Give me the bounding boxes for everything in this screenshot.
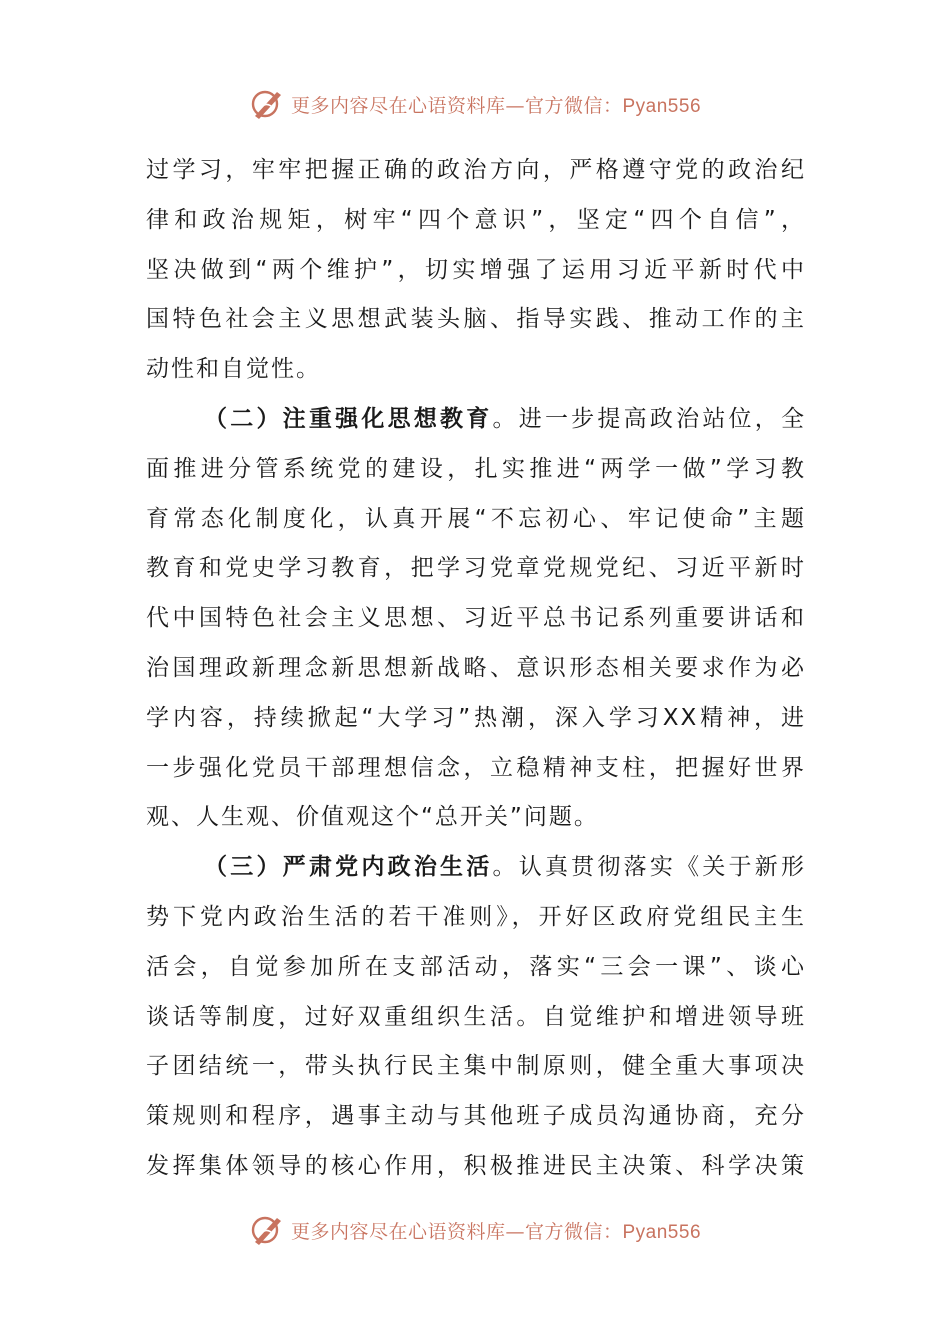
section-2-line: 治国理政新理念新思想新战略、意识形态相关要求作为必 (146, 654, 806, 681)
section-2-first-line-text: 。进一步提高政治站位，全 (492, 405, 807, 432)
footer-banner-label: 更多内容尽在心语资料库—官方微信： (290, 1220, 623, 1243)
footer-banner-text (291, 1217, 701, 1244)
section-2-line: 一步强化党员干部理想信念，立稳精神支柱，把握好世界 (146, 754, 806, 781)
section-3-first-line (146, 843, 806, 893)
body-line: 律和政治规矩，树牢“四个意识”，坚定“四个自信”， (146, 206, 806, 233)
header-banner-text (291, 91, 701, 118)
body-line: 国特色社会主义思想武装头脑、指导实践、推动工作的主 (146, 306, 806, 333)
section-2-line: 代中国特色社会主义思想、习近平总书记系列重要讲话和 (146, 605, 806, 632)
section-2-line: 观、人生观、价值观这个“总开关”问题。 (146, 804, 599, 831)
section-2-line: 育常态化制度化，认真开展“不忘初心、牢记使命”主题 (146, 505, 806, 532)
header-watermark-banner (0, 82, 950, 126)
header-wechat-id: Pyan556 (622, 95, 702, 117)
header-banner-label: 更多内容尽在心语资料库—官方微信： (290, 94, 623, 117)
document-body (146, 146, 806, 1192)
body-line: 过学习，牢牢把握正确的政治方向，严格遵守党的政治纪 (146, 157, 806, 183)
section-3-line: 谈话等制度，过好双重组织生活。自觉维护和增进领导班 (146, 1003, 806, 1030)
footer-watermark-banner (0, 1208, 950, 1252)
section-2-line: 学内容，持续掀起“大学习”热潮，深入学习XX精神，进 (146, 704, 806, 731)
section-2-line: 教育和党史学习教育，把学习党章党规党纪、习近平新时 (146, 555, 806, 582)
body-line: 动性和自觉性。 (146, 356, 321, 383)
section-3-first-line-text: 。认真贯彻落实《关于新形 (492, 854, 807, 881)
footer-wechat-id: Pyan556 (622, 1221, 702, 1243)
section-3-line: 策规则和程序，遇事主动与其他班子成员沟通协商，充分 (146, 1103, 806, 1130)
section-2-heading: （二）注重强化思想教育 (204, 405, 493, 432)
section-2-first-line (146, 395, 806, 445)
section-3-line: 子团结统一，带头执行民主集中制原则，健全重大事项决 (146, 1053, 806, 1080)
section-3-line: 活会，自觉参加所在支部活动，落实“三会一课”、谈心 (146, 953, 806, 980)
section-3-line: 势下党内政治生活的若干准则》，开好区政府党组民主生 (146, 903, 806, 930)
section-2-line: 面推进分管系统党的建设，扎实推进“两学一做”学习教 (146, 455, 806, 482)
section-3-line: 发挥集体领导的核心作用，积极推进民主决策、科学决策 (146, 1152, 806, 1179)
section-3-heading: （三）严肃党内政治生活 (204, 854, 493, 881)
body-line: 坚决做到“两个维护”，切实增强了运用习近平新时代中 (146, 256, 806, 283)
pen-logo-icon (249, 1212, 285, 1248)
pen-logo-icon (249, 86, 285, 122)
